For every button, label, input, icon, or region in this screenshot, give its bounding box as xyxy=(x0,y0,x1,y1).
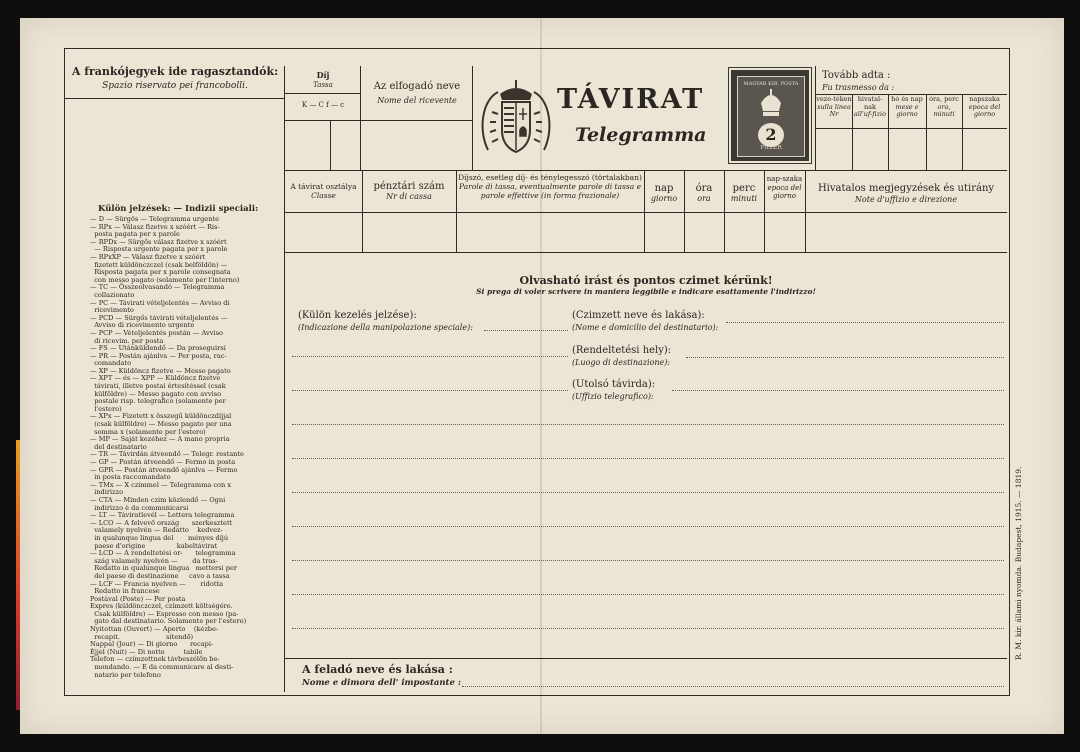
class-header xyxy=(285,182,362,200)
service-entry-row[interactable] xyxy=(287,215,1005,250)
dij-columns: K — C f — c xyxy=(301,101,345,109)
special-code-line: di ricevim. per posta xyxy=(90,336,164,345)
coat-of-arms-icon xyxy=(478,80,554,162)
special-code-line: — PCD — Sürgős távirati vételjelentés — xyxy=(90,313,228,322)
special-code-line: — TMx — X czimmel — Telegramma con x xyxy=(90,480,232,489)
col-office-label xyxy=(852,96,888,119)
col-date-label xyxy=(888,96,926,119)
sender-sublabel: Nome e dimora dell' impostante : xyxy=(302,678,461,688)
col-line-hu: veze-téken xyxy=(816,95,852,103)
printer-imprint: R. M. kir. állami nyomda. Budapest, 1915. — 1819. xyxy=(1014,466,1023,660)
special-code-line: — LCF — Francia nyelven — ridotta xyxy=(90,579,224,588)
special-code-line: Avviso di ricevimento urgente xyxy=(90,321,195,330)
last-office-label: (Utolsó távirda): xyxy=(572,379,656,390)
special-code-line: — RPDx — Sürgős válasz fizetve x szóért xyxy=(90,237,227,246)
special-code-line: Csak külföldre) — Espresso con messo (pa- xyxy=(90,609,239,618)
special-code-line: Redatto in francese xyxy=(90,587,160,596)
destination-label: (Rendeltetési hely): xyxy=(572,345,672,356)
special-code-line: somma x (solamente per l'estero) xyxy=(90,427,206,436)
special-code-line: — XPx — Fizetett x összegű küldönczdíjjal xyxy=(90,412,232,421)
daypart-header xyxy=(764,175,805,201)
last-office-field[interactable] xyxy=(672,374,1004,398)
special-code-line: Redatto in qualunque lingua mettersi per xyxy=(90,564,238,573)
minute-header xyxy=(724,183,764,203)
forwarded-label: Tovább adta : xyxy=(822,70,891,81)
special-code-line: — XP — Küldöncz fizetve — Messo pagato xyxy=(90,366,231,375)
special-code-line: — LCD — A rendeltetési or- telegramma xyxy=(90,549,236,558)
special-code-line: ricevimento xyxy=(90,306,134,315)
special-code-line: — RPxXP — Válasz fizetve x szóért xyxy=(90,252,206,261)
special-code-line: Telefon — czímzettnek távbeszélőn be- xyxy=(90,655,220,664)
col-time-hu: óra, perc xyxy=(929,95,959,103)
stamp-value: 2 xyxy=(758,123,784,147)
special-code-line: in qualunque lingua del ményes díjú xyxy=(90,533,229,542)
special-code-line: Risposta pagata per x parole consegnata xyxy=(90,268,231,277)
special-code-line: — MP — Saját kezéhez — A mano propria xyxy=(90,435,230,444)
special-code-line: natario per telefono xyxy=(90,670,161,679)
col-office-hu: hivatal-nak xyxy=(857,95,883,111)
cash-number-hu: pénztári szám xyxy=(373,181,445,192)
stamp-top-text: MAGYAR KIR. POSTA xyxy=(743,81,799,87)
special-code-line: — D — Sürgős — Telegramma urgente xyxy=(90,216,219,223)
col-daypart-label xyxy=(962,96,1007,119)
dij-label: Díj xyxy=(316,70,330,80)
official-notes-it: Note d'uffizio e direzione xyxy=(854,195,958,204)
special-code-line: Nappal (Jour) — Di giorno recapi- xyxy=(90,640,214,649)
daypart-it: epoca del giorno xyxy=(767,183,802,200)
special-code-line: — GPR — Postán átveendő ajánlva — Fermo xyxy=(90,465,238,474)
stamp-area-title: A frankójegyek ide ragasztandók: xyxy=(71,65,279,78)
receiver-name-field[interactable] xyxy=(364,124,468,166)
destination-field[interactable] xyxy=(686,340,1004,364)
official-notes-header xyxy=(806,183,1006,204)
day-it: giorno xyxy=(650,194,678,203)
special-code-line: — GP — Postán átveendő — Fermo in posta xyxy=(90,458,236,466)
col-daypart-it: epoca del giorno xyxy=(968,102,1001,118)
special-code-line: mondando. — E da communicare al desti- xyxy=(90,663,234,672)
special-handling-field[interactable] xyxy=(298,332,568,354)
last-office-sublabel: (Uffizio telegrafico): xyxy=(572,392,654,401)
stamp-area-subtitle: Spazio riservato pei francobolli. xyxy=(102,81,248,91)
special-code-line: távirati, illetve postai értesítéssel (csak xyxy=(90,382,226,391)
special-code-line: l'estero) xyxy=(90,404,122,413)
cash-number-it: Nr di cassa xyxy=(386,192,432,201)
special-code-line: collazionato xyxy=(90,290,135,299)
sender-field[interactable] xyxy=(462,662,1004,688)
special-code-line: — RPx — Válasz fizetve x szóért — Ris- xyxy=(90,222,220,231)
word-count-hu: Díjszó, esetleg díj- és ténylegesszó (törtalakban) xyxy=(458,173,642,182)
special-handling-label: (Külön kezelés jelzése): xyxy=(298,310,417,321)
word-count-it: Parole di tassa, eventualmente parole di tassa e parole effettive (in forma frazionale) xyxy=(458,182,642,200)
special-code-line: in posta raccomandato xyxy=(90,473,171,482)
special-code-line: posta pagata per x parole xyxy=(90,230,180,239)
day-header xyxy=(644,183,684,203)
special-code-line: — Risposta urgente pagata per x parole xyxy=(90,245,228,254)
minute-it: minuti xyxy=(730,194,758,203)
forwarded-sublabel: Fu trasmesso da : xyxy=(822,83,895,92)
legibility-notice: Olvasható irást és pontos czimet kérünk! xyxy=(519,274,773,287)
col-date-hu: hó és nap xyxy=(891,95,923,103)
special-code-line: — FS — Utánküldendő — Da proseguirsi xyxy=(90,344,226,353)
class-header-hu: A távirat osztálya xyxy=(290,182,357,191)
col-daypart-hu: napszaka xyxy=(969,95,1000,103)
special-code-line: postale risp. telegrafico (solamente per xyxy=(90,397,226,406)
crown-icon xyxy=(759,89,783,119)
col-line-it: sulla linea Nr xyxy=(817,102,851,118)
official-notes-hu: Hivatalos megjegyzések és utirány xyxy=(817,183,995,194)
hour-hu: óra xyxy=(695,183,713,194)
day-hu: nap xyxy=(654,183,674,194)
col-line-label xyxy=(816,96,852,119)
special-code-line: — PR — Postán ajánlva — Per posta, rac- xyxy=(90,351,227,360)
legibility-notice-it: Si prega di voler scrivere in maniera leggibile e indicare esattamente l'indirizzo! xyxy=(476,287,816,296)
class-header-it: Classe xyxy=(311,191,336,200)
special-code-line: Postával (Poste) — Per posta xyxy=(90,594,186,603)
special-code-line: comandato xyxy=(90,359,132,368)
destination-sublabel: (Luogo di destinazione): xyxy=(572,358,671,367)
special-code-line: fizetett küldönczczel (csak belföldön) — xyxy=(90,260,228,269)
special-code-line: indirizzo è da communicarsi xyxy=(90,503,189,512)
col-time-it: ora, minuti xyxy=(933,102,955,118)
sender-label: A feladó neve és lakása : xyxy=(302,663,453,676)
postage-stamp xyxy=(731,70,809,161)
hour-it: ora xyxy=(697,194,711,203)
special-code-line: del destinatario xyxy=(90,442,147,451)
special-code-line: — LT — Táviratlevél — Lettera telegramma xyxy=(90,511,235,520)
special-code-line: — TC — Összeolvasandó — Telegramma xyxy=(90,283,225,292)
special-code-line: (csak külföldre) — Messo pagato per una xyxy=(90,420,232,429)
special-code-line: — CTA — Minden czim közlendő — Ogni xyxy=(90,495,226,504)
cash-number-header xyxy=(362,181,456,201)
special-handling-sublabel: (Indicazione della manipolazione speciale): xyxy=(298,323,473,332)
receiver-sublabel: Nome del ricevente xyxy=(377,96,457,105)
daypart-hu: nap-szaka xyxy=(766,175,803,183)
special-code-line: — PCP — Vételjelentés postán — Avviso xyxy=(90,328,223,337)
special-code-line: — TR — Távirdán átveendő — Telegr. restante xyxy=(90,450,244,459)
col-office-it: all'uf-fizio xyxy=(853,110,887,118)
dij-sublabel: Tassa xyxy=(313,81,333,89)
special-code-line: con messo pagato (solamente per l'interno) xyxy=(90,275,240,284)
special-code-line: külföldre) — Messo pagato con avviso xyxy=(90,389,222,398)
special-code-line: Nyitottan (Ouvert) — Aperto (kézbe- xyxy=(90,625,219,634)
special-code-line: Expres (küldönczczel, czímzett költségére. xyxy=(90,602,233,611)
special-codes-title: Külön jelzések: — Indizii speciali: xyxy=(98,204,259,214)
special-code-line: — XPT — és — XPP — Küldöncz fizetve xyxy=(90,374,221,383)
special-code-line: Éjjel (Nuit) — Di notte tabile xyxy=(90,647,203,656)
special-code-line: — PC — Távirati vételjelentés — Avviso di xyxy=(90,298,230,307)
word-count-header xyxy=(458,173,642,200)
special-code-line: indirizzo xyxy=(90,488,124,497)
special-code-line: szág valamely nyelvén — da tras- xyxy=(90,556,218,565)
special-code-line: del paese di destinazione cavo a tassa xyxy=(90,571,230,580)
col-date-it: mese e giorno xyxy=(895,102,919,118)
special-codes-list xyxy=(90,216,282,679)
special-code-line: paese d'origine kabeltávirat xyxy=(90,541,218,550)
form-subtitle: Telegramma xyxy=(575,124,707,146)
addressee-field[interactable] xyxy=(726,306,1004,330)
special-code-line: — LCO — A felvevő ország szerkesztett xyxy=(90,518,233,527)
minute-hu: perc xyxy=(732,183,756,194)
dij-entry-field[interactable] xyxy=(288,125,358,167)
message-text-area[interactable] xyxy=(292,404,1004,644)
special-code-line: gato dal destinatario. Solamente per l'estero) xyxy=(90,617,247,626)
form-title: TÁVIRAT xyxy=(557,84,705,115)
hour-header xyxy=(684,183,724,203)
receiver-label: Az elfogadó neve xyxy=(373,81,461,92)
special-code-line: recapit. sítendő) xyxy=(90,632,194,641)
stamp-bottom-text: FILLÉR xyxy=(760,145,782,151)
col-time-label xyxy=(926,96,962,119)
special-code-line: valamely nyelvén — Redatto kedvez- xyxy=(90,526,223,535)
addressee-sublabel: (Nome e domicilio del destinatario): xyxy=(572,323,719,332)
addressee-label: (Czimzett neve és lakása): xyxy=(572,310,705,321)
